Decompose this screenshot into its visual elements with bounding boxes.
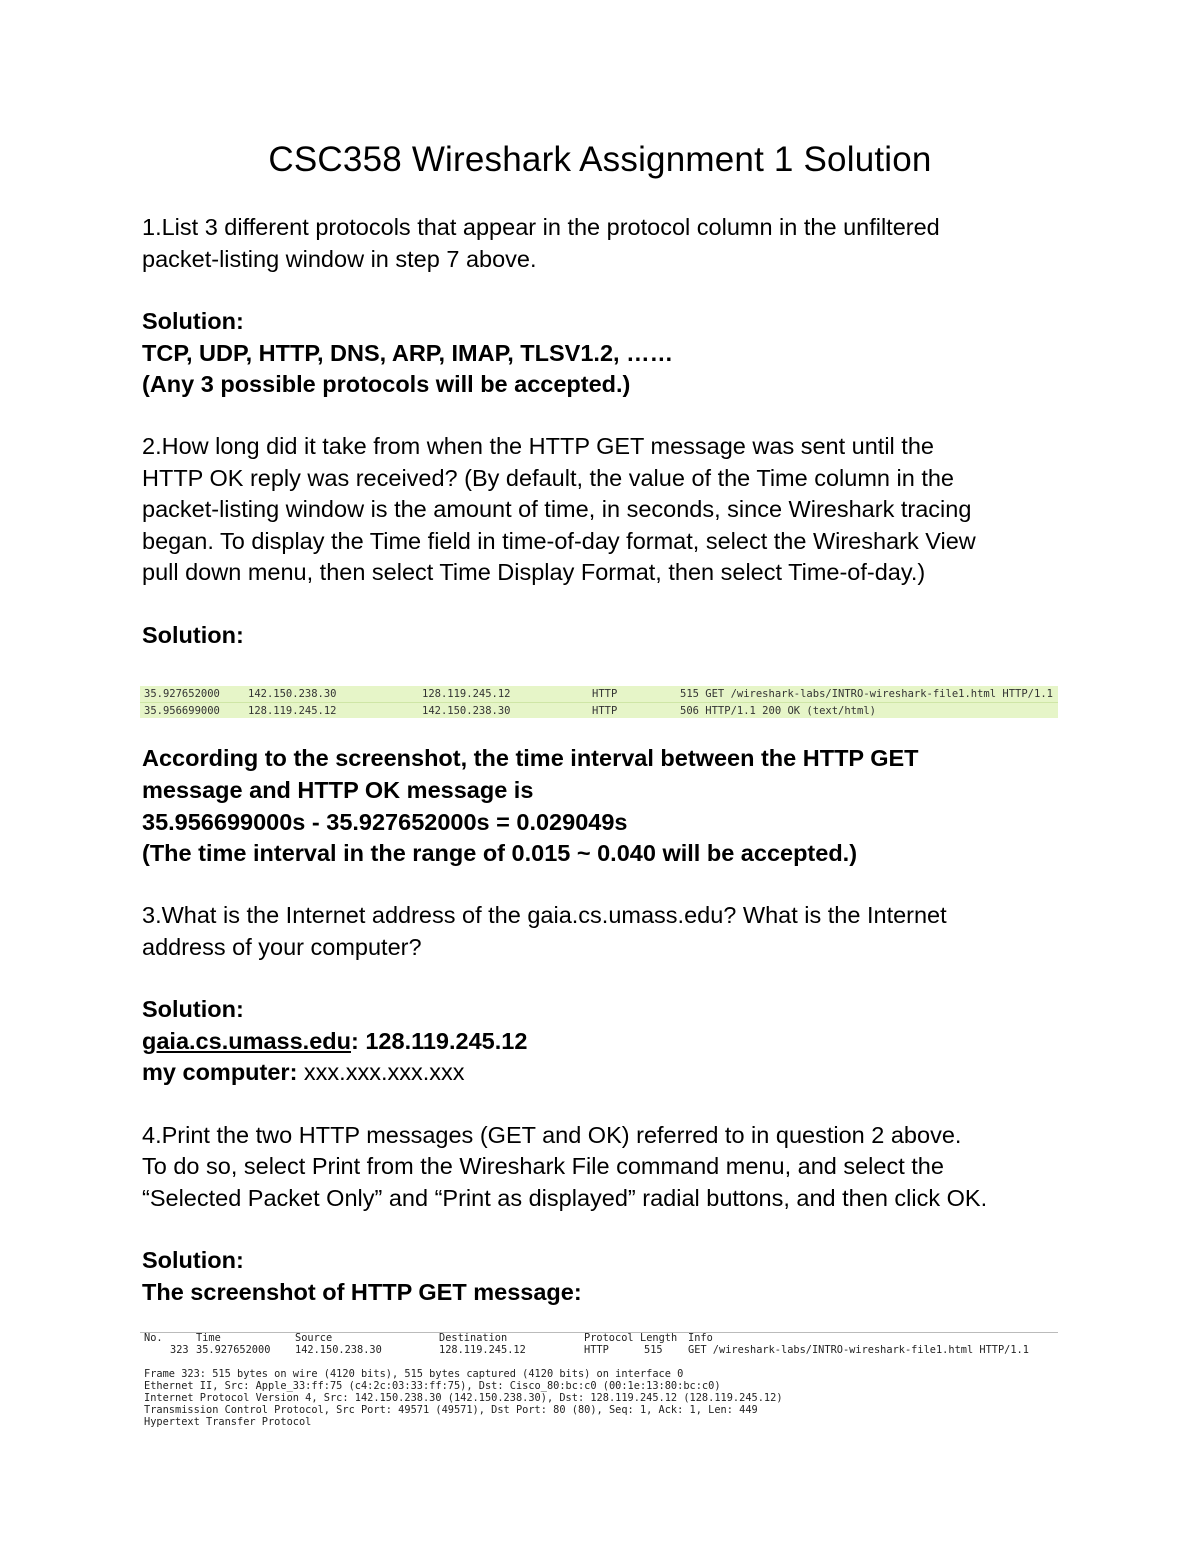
packet-list-screenshot	[140, 686, 1058, 718]
my-computer-label: my computer:	[142, 1059, 304, 1085]
document-title: CSC358 Wireshark Assignment 1 Solution	[268, 140, 932, 179]
q1-solution-label: Solution:	[142, 308, 244, 334]
q2-answer-3: 35.956699000s - 35.927652000s = 0.029049s	[142, 809, 628, 835]
q4-solution-label: Solution:	[142, 1247, 244, 1273]
q4-line-3: “Selected Packet Only” and “Print as displayed” radial buttons, and then click OK.	[142, 1185, 988, 1211]
q3-line-1: 3.What is the Internet address of the gaia.cs.umass.edu? What is the Internet	[142, 902, 947, 928]
packet-source: 128.119.245.12	[248, 705, 337, 717]
q1-line-2: packet-listing window in step 7 above.	[142, 246, 537, 272]
packet-row	[140, 702, 1058, 719]
detail-line-ethernet: Ethernet II, Src: Apple_33:ff:75 (c4:2c:03:33:ff:75), Dst: Cisco_80:bc:c0 (00:1e:13:80:bc:c0)	[144, 1380, 721, 1392]
packet-protocol: HTTP	[592, 688, 618, 700]
packet-time: 35.927652000	[144, 688, 220, 700]
col-header-time: Time	[196, 1332, 221, 1344]
q2-solution-label: Solution:	[142, 622, 244, 648]
detail-line-tcp: Transmission Control Protocol, Src Port: 49571 (49571), Dst Port: 80 (80), Seq: 1, Ack: 1, Len: 449	[144, 1404, 758, 1416]
q2-answer-2: message and HTTP OK message is	[142, 777, 534, 803]
row-length: 515	[644, 1344, 663, 1356]
packet-protocol: HTTP	[592, 705, 618, 717]
detail-line-ip: Internet Protocol Version 4, Src: 142.150.238.30 (142.150.238.30), Dst: 128.119.245.12 (128.119.245.12)	[144, 1392, 783, 1404]
row-no: 323	[170, 1344, 189, 1356]
q4-answer-1: The screenshot of HTTP GET message:	[142, 1279, 582, 1305]
q1-answer-1: TCP, UDP, HTTP, DNS, ARP, IMAP, TLSV1.2, ……	[142, 340, 674, 366]
row-source: 142.150.238.30	[295, 1344, 382, 1356]
packet-source: 142.150.238.30	[248, 688, 337, 700]
col-header-no: No.	[144, 1332, 163, 1344]
q3-solution-label: Solution:	[142, 996, 244, 1022]
host-link[interactable]: gaia.cs.umass.edu	[142, 1028, 351, 1054]
col-header-source: Source	[295, 1332, 333, 1344]
q2-answer-4: (The time interval in the range of 0.015 ~ 0.040 will be accepted.)	[142, 840, 858, 866]
q4-line-1: 4.Print the two HTTP messages (GET and OK) referred to in question 2 above.	[142, 1122, 962, 1148]
packet-info: 506 HTTP/1.1 200 OK (text/html)	[680, 705, 876, 717]
my-computer-ip: xxx.xxx.xxx.xxx	[303, 1059, 465, 1085]
q1-line-1: 1.List 3 different protocols that appear in the protocol column in the unfiltered	[142, 214, 940, 240]
row-destination: 128.119.245.12	[439, 1344, 526, 1356]
q3-line-2: address of your computer?	[142, 934, 422, 960]
q4-line-2: To do so, select Print from the Wireshark File command menu, and select the	[142, 1153, 944, 1179]
packet-time: 35.956699000	[144, 705, 220, 717]
packet-row	[140, 686, 1058, 702]
packet-info: 515 GET /wireshark-labs/INTRO-wireshark-file1.html HTTP/1.1	[680, 688, 1053, 700]
q3-host-answer	[142, 1026, 527, 1058]
packet-destination: 128.119.245.12	[422, 688, 511, 700]
q2-line-1: 2.How long did it take from when the HTTP GET message was sent until the	[142, 433, 934, 459]
q2-line-2: HTTP OK reply was received? (By default, the value of the Time column in the	[142, 465, 955, 491]
row-time: 35.927652000	[196, 1344, 271, 1356]
detail-line-http: Hypertext Transfer Protocol	[144, 1416, 312, 1428]
q2-line-3: packet-listing window is the amount of time, in seconds, since Wireshark tracing	[142, 496, 972, 522]
row-protocol: HTTP	[584, 1344, 609, 1356]
col-header-length: Length	[640, 1332, 678, 1344]
packet-detail-screenshot	[140, 1330, 1058, 1435]
host-ip: : 128.119.245.12	[351, 1028, 528, 1054]
q2-answer-1: According to the screenshot, the time interval between the HTTP GET	[142, 745, 919, 771]
col-header-destination: Destination	[439, 1332, 508, 1344]
packet-destination: 142.150.238.30	[422, 705, 511, 717]
row-info: GET /wireshark-labs/INTRO-wireshark-file1.html HTTP/1.1	[688, 1344, 1029, 1356]
col-header-protocol: Protocol	[584, 1332, 634, 1344]
col-header-info: Info	[688, 1332, 713, 1344]
q1-answer-2: (Any 3 possible protocols will be accepted.)	[142, 371, 631, 397]
q2-line-4: began. To display the Time field in time-of-day format, select the Wireshark View	[142, 528, 976, 554]
q3-computer-answer	[142, 1057, 465, 1089]
q2-line-5: pull down menu, then select Time Display Format, then select Time-of-day.)	[142, 559, 926, 585]
detail-line-frame: Frame 323: 515 bytes on wire (4120 bits), 515 bytes captured (4120 bits) on interface 0	[144, 1368, 684, 1380]
